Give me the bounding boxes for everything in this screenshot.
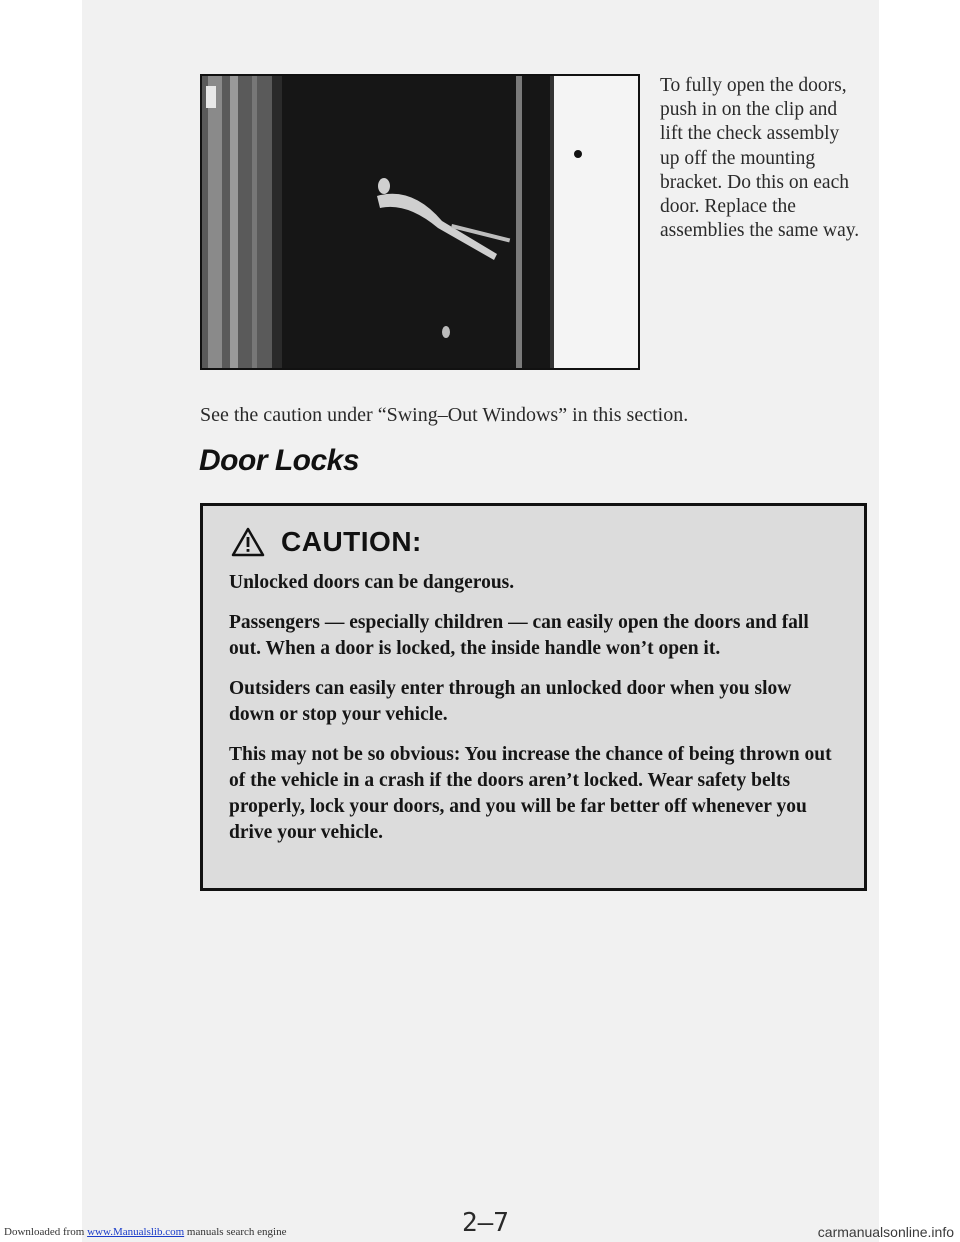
caution-body <box>229 570 839 860</box>
caution-paragraph: Outsiders can easily enter through an unlocked door when you slow down or stop your vehicle. <box>229 678 792 725</box>
download-footer <box>4 1226 286 1238</box>
footer-prefix: Downloaded from <box>4 1226 85 1238</box>
page-number: 2–7 <box>462 1208 509 1238</box>
caution-paragraph: Unlocked doors can be dangerous. <box>229 572 515 593</box>
caution-header <box>231 526 422 558</box>
manualslib-link[interactable]: www.Manualslib.com <box>87 1226 185 1238</box>
section-heading-door-locks: Door Locks <box>199 444 360 477</box>
caution-paragraph: Passengers — especially children — can easily open the doors and fall out. When a door is locked, the inside handle won’t open it. <box>229 612 809 659</box>
see-caution-note: See the caution under “Swing–Out Windows” in this section. <box>200 404 689 426</box>
door-photo-illustration <box>202 76 638 368</box>
door-check-photo <box>200 74 640 370</box>
caution-box <box>200 503 867 891</box>
warning-triangle-icon <box>231 527 265 557</box>
footer-suffix: manuals search engine <box>186 1226 287 1238</box>
watermark: carmanualsonline.info <box>817 1224 954 1240</box>
door-check-instructions: To fully open the doors, push in on the clip and lift the check assembly up off the mounting bracket. Do this on each door. Replace the assemblies the same way. <box>660 75 860 242</box>
caution-paragraph: This may not be so obvious: You increase the chance of being thrown out of the vehicle in a crash if the doors aren’t locked. Wear safety belts properly, lock your doors, and you will be far better off whenever you drive your vehicle. <box>229 744 832 843</box>
caution-title: CAUTION: <box>281 526 422 557</box>
